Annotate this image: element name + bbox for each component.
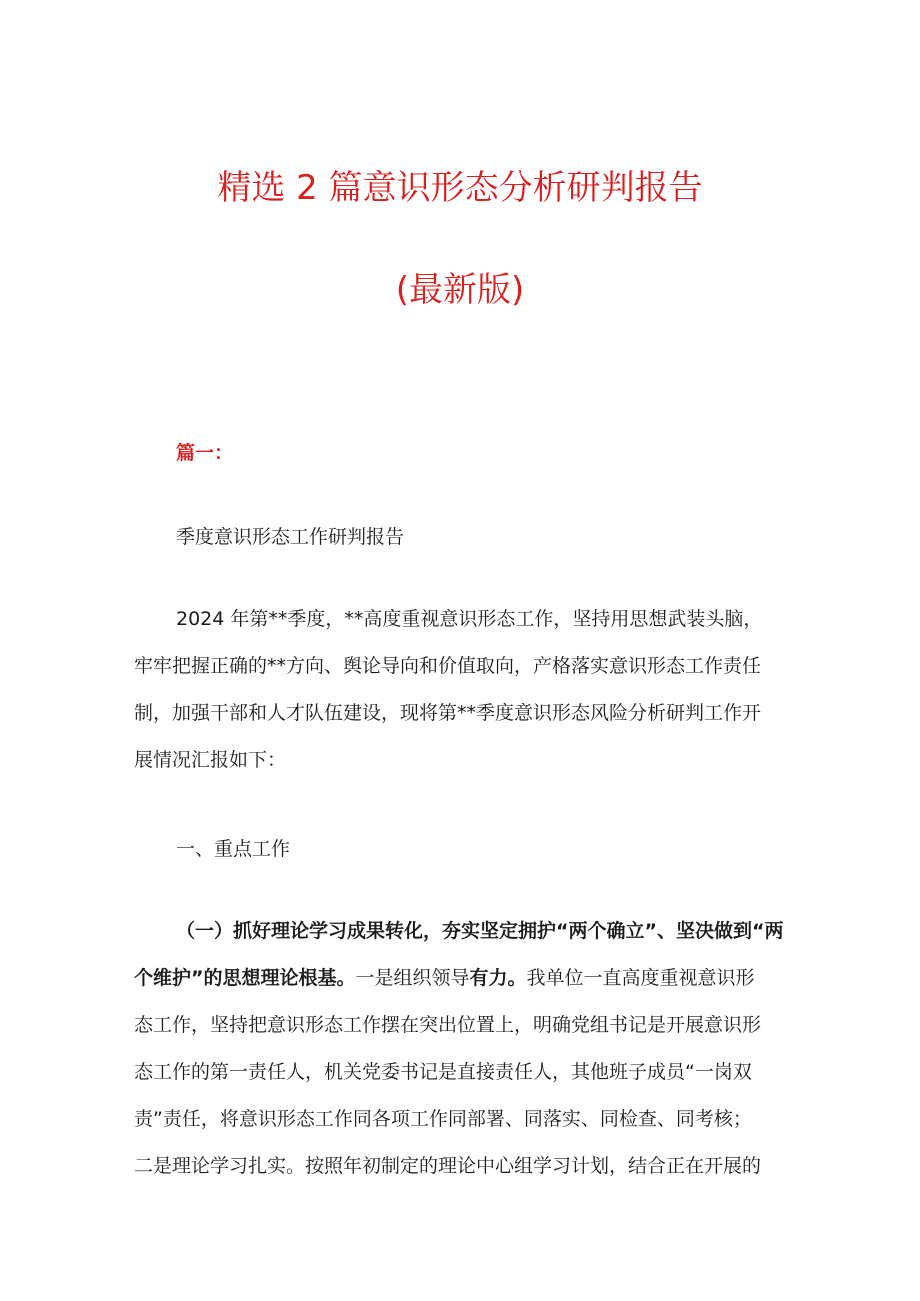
document-subtitle: (最新版) — [395, 270, 525, 310]
para-normal-span: 我单位一直高度重视意识形 — [526, 967, 755, 989]
intro-line: 2024 年第**季度，**高度重视意识形态工作，坚持用思想武装头脑， — [176, 608, 763, 630]
intro-line: 牢牢把握正确的**方向、舆论导向和价值取向，产格落实意识形态工作责任 — [134, 655, 762, 677]
para-line: 责”责任，将意识形态工作同各项工作同部署、同落实、同检查、同考核； — [134, 1108, 752, 1130]
para-line: 二是理论学习扎实。按照年初制定的理论中心组学习计划，结合正在开展的 — [134, 1155, 762, 1177]
para-normal-span: 一是组织领导 — [355, 967, 470, 989]
intro-line: 展情况汇报如下： — [134, 749, 287, 771]
intro-paragraph — [134, 596, 794, 784]
para-mixed-line — [134, 955, 794, 1002]
para-line: 态工作，坚持把意识形态工作摆在突出位置上，明确党组书记是开展意识形 — [134, 1014, 762, 1036]
section-tag: 篇一： — [176, 442, 234, 464]
report-title-text: 季度意识形态工作研判报告 — [176, 526, 405, 548]
para-bold-span: 有力。 — [469, 967, 527, 989]
report-title — [176, 514, 796, 561]
body-paragraph — [134, 908, 794, 1190]
document-title: 精选 2 篇意识形态分析研判报告 — [217, 168, 703, 208]
section-heading-text: 一、重点工作 — [176, 838, 291, 860]
section-heading — [176, 826, 796, 873]
para-line: 态工作的第一责任人，机关党委书记是直接责任人，其他班子成员“一岗双 — [134, 1061, 752, 1083]
intro-line: 制，加强干部和人才队伍建设，现将第**季度意识形态风险分析研判工作开 — [134, 702, 762, 724]
para-bold-span: 个维护”的思想理论根基。 — [134, 967, 356, 989]
para-bold-line: （一）抓好理论学习成果转化，夯实坚定拥护“两个确立”、坚决做到“两 — [176, 920, 784, 942]
